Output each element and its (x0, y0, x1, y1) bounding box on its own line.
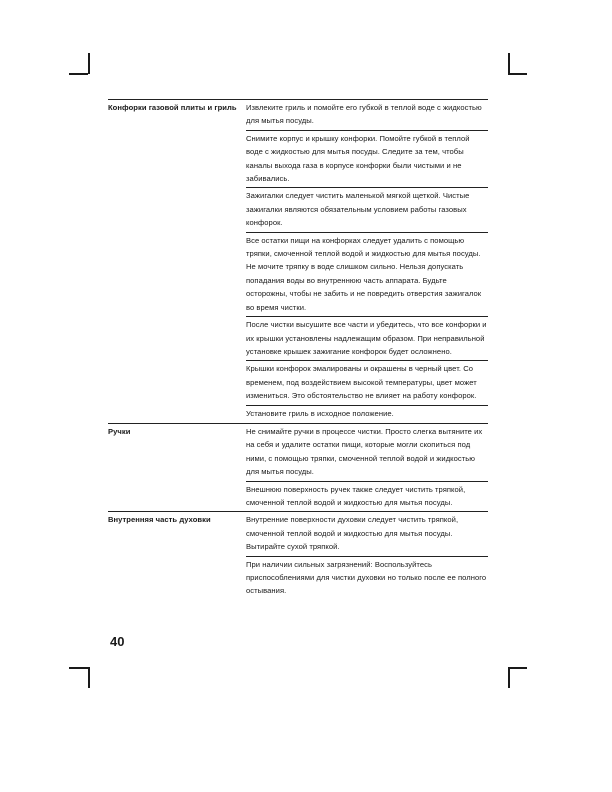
paragraph: При наличии сильных загрязнений: Воспользуйтесь приспособлениями для чистки духовки но только после ее полного остывания. (246, 559, 487, 596)
cleaning-table (108, 99, 488, 600)
crop-mark-bottom-left (88, 667, 90, 688)
paragraph: Внутренние поверхности духовки следует чистить тряпкой, смоченной теплой водой и жидкостью для мытья посуды. Вытирайте сухой тряпкой. (246, 512, 488, 556)
paragraph: Снимите корпус и крышку конфорки. Помойте губкой в теплой воде с жидкостью для мытья посуды. Следите за тем, чтобы каналы выхода газа в корпусе конфорки были чистыми и не забивались. (246, 131, 488, 189)
crop-mark-bottom-right (508, 667, 510, 688)
row-content (244, 512, 488, 599)
paragraph: Извлеките гриль и помойте его губкой в теплой воде с жидкостью для мытья посуды. (246, 100, 488, 131)
crop-mark-bottom-right (508, 667, 527, 669)
table-row (108, 423, 488, 511)
row-label: Ручки (108, 426, 131, 436)
paragraph: Внешнюю поверхность ручек также следует чистить тряпкой, смоченной теплой водой и жидкостью для мытья посуды. (246, 484, 466, 507)
table-row (108, 511, 488, 599)
row-content (244, 100, 488, 423)
crop-mark-bottom-left (69, 667, 88, 669)
paragraph: Не снимайте ручки в процессе чистки. Просто слегка вытяните их на себя и удалите остатки пищи, которые могли скопиться под ними, с помощью тряпки, смоченной теплой водой и жидкостью для мытья посуды. (246, 424, 488, 482)
paragraph: Установите гриль в исходное положение. (246, 408, 394, 418)
crop-mark-top-right (508, 73, 527, 75)
row-content (244, 424, 488, 511)
table-row (108, 99, 488, 423)
crop-mark-top-left (69, 73, 88, 75)
row-label: Внутренняя часть духовки (108, 515, 211, 525)
paragraph: Все остатки пищи на конфорках следует удалить с помощью тряпки, смоченной теплой водой и жидкостью для мытья посуды. Не мочите тряпку в воде слишком сильно. Нельзя допускать попадания воды во внутреннюю часть аппарата. Будьте осторожны, чтобы не забить и не повредить отверстия зажигалок во время чистки. (246, 233, 488, 317)
crop-mark-top-left (88, 53, 90, 74)
row-label: Конфорки газовой плиты и гриль (108, 103, 237, 112)
paragraph: После чистки высушите все части и убедитесь, что все конфорки и их крышки установлены надлежащим образом. При неправильной установке крышек зажигание конфорок будет осложнено. (246, 317, 488, 361)
page-number: 40 (110, 634, 125, 649)
paragraph: Зажигалки следует чистить маленькой мягкой щеткой. Чистые зажигалки являются обязательным условием работы газовых конфорок. (246, 188, 488, 232)
paragraph: Крышки конфорок эмалированы и окрашены в черный цвет. Со временем, под воздействием высокой температуры, цвет может измениться. Это обстоятельство не влияет на работу конфорок. (246, 361, 488, 405)
crop-mark-top-right (508, 53, 510, 74)
